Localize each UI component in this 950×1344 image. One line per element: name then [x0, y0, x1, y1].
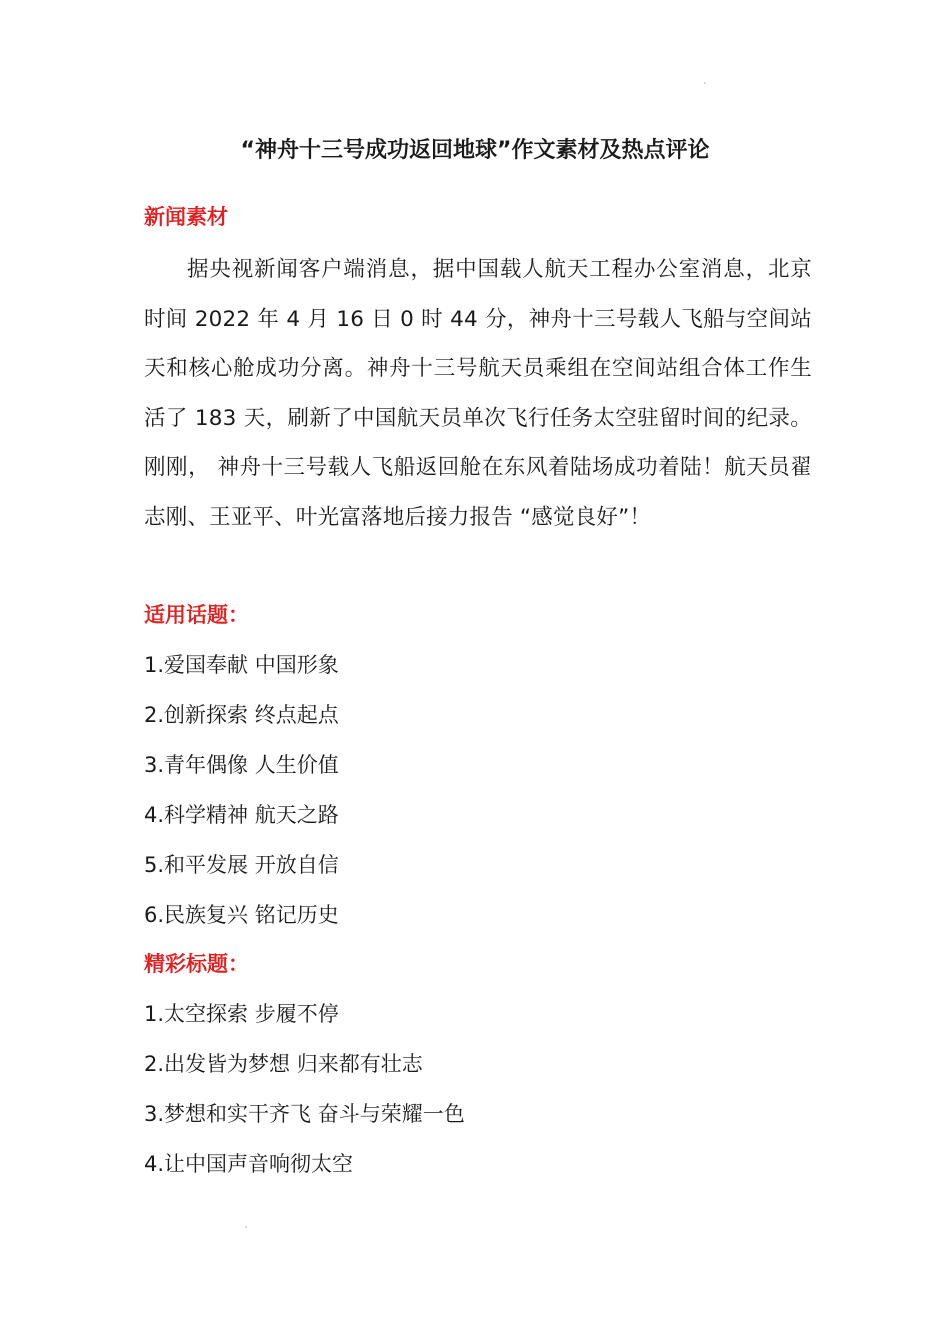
topic-item: 6.民族复兴 铭记历史	[144, 903, 339, 927]
topic-item: 2.创新探索 终点起点	[144, 703, 339, 727]
document-title: “神舟十三号成功返回地球”作文素材及热点评论	[240, 138, 710, 163]
title-item: 3.梦想和实干齐飞 奋斗与荣耀一色	[144, 1102, 465, 1126]
topic-item: 5.和平发展 开放自信	[144, 853, 339, 877]
title-item: 4.让中国声音响彻太空	[144, 1152, 354, 1176]
title-item: 1.太空探索 步履不停	[144, 1002, 339, 1026]
titles-list	[144, 989, 465, 1189]
topic-item: 4.科学精神 航天之路	[144, 803, 339, 827]
topic-item: 1.爱国奉献 中国形象	[144, 653, 339, 677]
scan-speck	[704, 82, 706, 84]
topic-item: 3.青年偶像 人生价值	[144, 753, 339, 777]
scan-speck	[245, 1226, 247, 1228]
news-paragraph: 据央视新闻客户端消息，据中国载人航天工程办公室消息，北京时间 2022 年 4 月 16 日 0 时 44 分，神舟十三号载人飞船与空间站天和核心舱成功分离。神舟十三号航天员乘组在空间站组合体工作生活了 183 天，刷新了中国航天员单次飞行任务太空驻留时间的纪录。刚刚， 神舟十三号载人飞船返回舱在东风着陆场成功着陆！航天员翟志刚、王亚平、叶光富落地后接力报告 “感觉良好”！	[144, 257, 812, 530]
title-item: 2.出发皆为梦想 归来都有壮志	[144, 1052, 423, 1076]
topics-list	[144, 640, 339, 940]
topics-heading: 适用话题：	[144, 603, 249, 627]
titles-heading: 精彩标题：	[144, 952, 249, 976]
news-heading: 新闻素材	[144, 205, 228, 229]
